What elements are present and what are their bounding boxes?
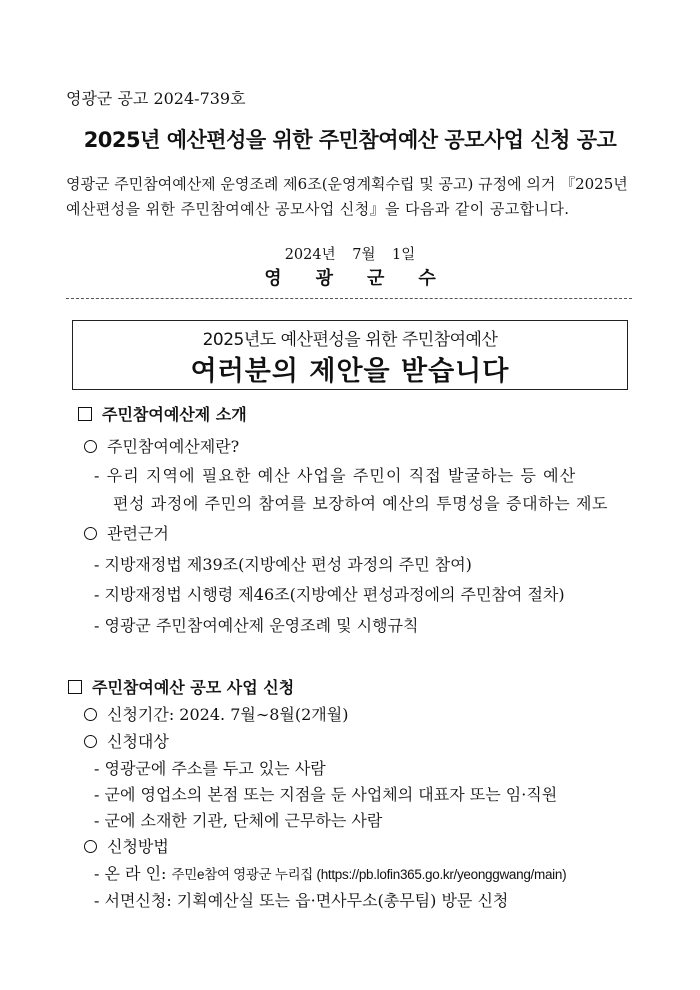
circle-bullet-icon xyxy=(84,735,97,748)
basis-item: - 영광군 주민참여예산제 운영조례 및 시행규칙 xyxy=(94,616,419,635)
section2-method xyxy=(84,834,169,857)
section2-period xyxy=(84,702,348,725)
section2-period-text: 신청기간: 2024. 7월∼8월(2개월) xyxy=(107,705,349,724)
section1-heading xyxy=(78,402,247,425)
section1-basis xyxy=(84,521,169,544)
method-online-prefix: - 온 라 인: xyxy=(94,864,167,883)
square-bullet-icon xyxy=(68,680,82,694)
basis-item: - 지방재정법 제39조(지방예산 편성 과정의 주민 참여) xyxy=(94,555,472,574)
document-title: 2025년 예산편성을 위한 주민참여예산 공모사업 신청 공고 xyxy=(83,128,617,152)
target-item: - 군에 소재한 기관, 단체에 근무하는 사람 xyxy=(94,811,383,830)
target-item: - 군에 영업소의 본점 또는 지점을 둔 사업체의 대표자 또는 임·직원 xyxy=(94,785,558,804)
notice-number: 영광군 공고 2024-739호 xyxy=(66,89,246,108)
circle-bullet-icon xyxy=(84,840,97,853)
section1-question xyxy=(84,434,239,457)
intro-line-1: 영광군 주민참여예산제 운영조례 제6조(운영계획수립 및 공고) 규정에 의거 『2025년 xyxy=(66,175,628,193)
circle-bullet-icon xyxy=(84,527,97,540)
intro-paragraph xyxy=(66,172,641,222)
square-bullet-icon xyxy=(78,407,92,421)
section1-heading-text: 주민참여예산제 소개 xyxy=(102,405,247,424)
method-online xyxy=(94,861,566,884)
section1-question-text: 주민참여예산제란? xyxy=(107,437,240,456)
signer-name: 영광군수 xyxy=(264,268,470,289)
section2-heading-text: 주민참여예산 공모 사업 신청 xyxy=(92,678,295,697)
circle-bullet-icon xyxy=(84,708,97,721)
issue-date: 2024년 7월 1일 xyxy=(284,247,416,263)
circle-bullet-icon xyxy=(84,440,97,453)
dashed-divider xyxy=(66,298,632,299)
method-online-detail: 주민e참여 영광군 누리집 (https://pb.lofin365.go.kr/yeonggwang/main) xyxy=(171,867,567,882)
method-offline: - 서면신청: 기획예산실 또는 읍·면사무소(총무팀) 방문 신청 xyxy=(94,891,509,910)
banner-headline: 여러분의 제안을 받습니다 xyxy=(190,356,510,387)
target-item: - 영광군에 주소를 두고 있는 사람 xyxy=(94,759,326,778)
section2-method-label: 신청방법 xyxy=(107,837,169,856)
intro-line-2: 예산편성을 위한 주민참여예산 공모사업 신청』을 다음과 같이 공고합니다. xyxy=(66,200,570,218)
section1-desc-1: - 우리 지역에 필요한 예산 사업을 주민이 직접 발굴하는 등 예산 xyxy=(94,466,577,485)
section2-heading xyxy=(68,675,294,698)
banner-subtitle: 2025년도 예산편성을 위한 주민참여예산 xyxy=(202,330,498,350)
basis-item: - 지방재정법 시행령 제46조(지방예산 편성과정에의 주민참여 절차) xyxy=(94,585,565,604)
section2-target-label: 신청대상 xyxy=(107,732,169,751)
section1-desc-2: 편성 과정에 주민의 참여를 보장하여 예산의 투명성을 증대하는 제도 xyxy=(113,494,609,513)
section2-target xyxy=(84,729,169,752)
section1-basis-label: 관련근거 xyxy=(107,524,169,543)
